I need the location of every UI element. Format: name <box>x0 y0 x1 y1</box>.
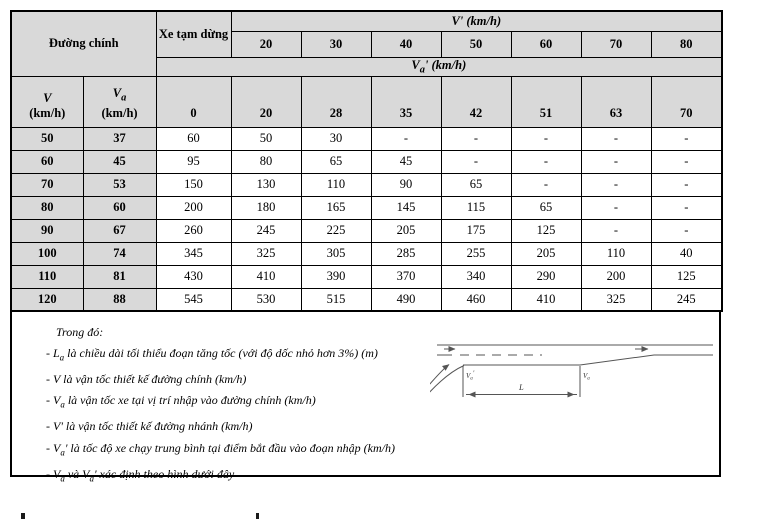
row-header-v: 60 <box>11 150 83 173</box>
length-value-cell: - <box>511 150 581 173</box>
note-line: - $L_a$ là chiều dài tối thiểu đoạn tăng tốc (với độ dốc nhỏ hơn 3%) (m) <box>46 346 378 363</box>
length-value-cell: - <box>581 127 651 150</box>
length-value-cell: 205 <box>511 242 581 265</box>
length-value-cell: 325 <box>581 288 651 311</box>
length-value-cell: 150 <box>156 173 231 196</box>
length-value-cell: 410 <box>511 288 581 311</box>
length-value-cell: 110 <box>581 242 651 265</box>
length-value-cell: 390 <box>301 265 371 288</box>
length-value-cell: 125 <box>651 265 722 288</box>
length-value-cell: - <box>441 127 511 150</box>
merge-speed-header-cell: $V_a'$ (km/h) <box>156 57 722 76</box>
table-row <box>11 173 722 196</box>
note-line: - $V_a'$ là tốc độ xe chạy trung bình tại điểm bắt đầu vào đoạn nhập (km/h) <box>46 440 396 458</box>
length-value-cell: 325 <box>231 242 301 265</box>
length-value-cell: 45 <box>371 150 441 173</box>
row-header-va: 88 <box>83 288 156 311</box>
branch-speed-value-cell: 30 <box>301 31 371 57</box>
notes-intro: Trong đó: <box>56 325 104 339</box>
length-value-cell: 255 <box>441 242 511 265</box>
length-value-cell: - <box>371 127 441 150</box>
length-value-cell: - <box>581 219 651 242</box>
row-header-va: 74 <box>83 242 156 265</box>
length-value-cell: 30 <box>301 127 371 150</box>
header-row-branch-speed-title <box>11 11 722 31</box>
length-value-cell: 60 <box>156 127 231 150</box>
length-value-cell: 245 <box>651 288 722 311</box>
table-row <box>11 150 722 173</box>
length-value-cell: - <box>581 150 651 173</box>
ramp-edge <box>430 366 464 396</box>
merge-speed-value-cell: 20 <box>231 76 301 127</box>
length-value-cell: - <box>651 219 722 242</box>
note-line: - V là vận tốc thiết kế đường chính (km/h) <box>46 371 247 386</box>
length-value-cell: 225 <box>301 219 371 242</box>
merge-speed-value-cell: 0 <box>156 76 231 127</box>
header-row-columns <box>11 76 722 127</box>
merge-speed-value-cell: 70 <box>651 76 722 127</box>
row-header-v: 90 <box>11 219 83 242</box>
branch-speed-value-cell: 60 <box>511 31 581 57</box>
length-dimension-label: L <box>519 382 524 392</box>
length-value-cell: 205 <box>371 219 441 242</box>
acceleration-length-table <box>10 10 723 312</box>
length-value-cell: 65 <box>441 173 511 196</box>
length-value-cell: 180 <box>231 196 301 219</box>
branch-speed-value-cell: 50 <box>441 31 511 57</box>
table-row <box>11 265 722 288</box>
length-value-cell: 345 <box>156 242 231 265</box>
row-header-v: 50 <box>11 127 83 150</box>
merge-speed-value-cell: 35 <box>371 76 441 127</box>
merge-diagram <box>430 327 722 407</box>
cut-off-text-mark <box>21 513 25 519</box>
branch-speed-value-cell: 70 <box>581 31 651 57</box>
cut-off-text-mark <box>256 513 259 519</box>
row-header-v: 110 <box>11 265 83 288</box>
length-value-cell: 290 <box>511 265 581 288</box>
merge-speed-value-cell: 42 <box>441 76 511 127</box>
length-value-cell: - <box>511 127 581 150</box>
main-road-header-cell: Đường chính <box>11 11 156 76</box>
stopped-vehicle-header-cell: Xe tạm dừng <box>156 11 231 57</box>
row-header-v: 80 <box>11 196 83 219</box>
length-value-cell: 110 <box>301 173 371 196</box>
length-value-cell: 125 <box>511 219 581 242</box>
merge-speed-value-cell: 51 <box>511 76 581 127</box>
row-header-va: 37 <box>83 127 156 150</box>
acceleration-lane-edge <box>463 355 713 365</box>
table-row <box>11 196 722 219</box>
length-value-cell: 40 <box>651 242 722 265</box>
length-value-cell: 130 <box>231 173 301 196</box>
length-value-cell: 175 <box>441 219 511 242</box>
merge-start-speed-label: $V_a'$ <box>466 369 475 382</box>
length-value-cell: - <box>441 150 511 173</box>
note-line: - $V_a$ và $V_a'$ xác định theo hình dưới đây <box>46 466 235 484</box>
branch-speed-value-cell: 20 <box>231 31 301 57</box>
length-value-cell: 145 <box>371 196 441 219</box>
main-speed-col-header: V (km/h) <box>11 76 83 127</box>
row-header-v: 120 <box>11 288 83 311</box>
merge-speed-value-cell: 63 <box>581 76 651 127</box>
length-value-cell: 260 <box>156 219 231 242</box>
merge-point-speed-col-header: $V_a$ (km/h) <box>83 76 156 127</box>
length-value-cell: 65 <box>301 150 371 173</box>
length-value-cell: - <box>651 196 722 219</box>
branch-speed-value-cell: 40 <box>371 31 441 57</box>
length-value-cell: - <box>651 150 722 173</box>
table-row <box>11 127 722 150</box>
length-value-cell: 530 <box>231 288 301 311</box>
branch-speed-value-cell: 80 <box>651 31 722 57</box>
length-value-cell: 200 <box>581 265 651 288</box>
length-value-cell: 200 <box>156 196 231 219</box>
row-header-va: 53 <box>83 173 156 196</box>
length-value-cell: 90 <box>371 173 441 196</box>
note-line: - V' là vận tốc thiết kế đường nhánh (km/h) <box>46 419 253 434</box>
length-value-cell: 340 <box>441 265 511 288</box>
length-value-cell: 515 <box>301 288 371 311</box>
row-header-v: 70 <box>11 173 83 196</box>
length-value-cell: 305 <box>301 242 371 265</box>
length-value-cell: 490 <box>371 288 441 311</box>
length-value-cell: 80 <box>231 150 301 173</box>
row-header-v: 100 <box>11 242 83 265</box>
length-value-cell: - <box>651 173 722 196</box>
length-value-cell: 285 <box>371 242 441 265</box>
row-header-va: 45 <box>83 150 156 173</box>
length-value-cell: 430 <box>156 265 231 288</box>
branch-design-speed-header-cell: V' (km/h) <box>231 11 722 31</box>
row-header-va: 67 <box>83 219 156 242</box>
length-value-cell: 410 <box>231 265 301 288</box>
length-value-cell: 460 <box>441 288 511 311</box>
length-value-cell: 115 <box>441 196 511 219</box>
length-value-cell: - <box>581 173 651 196</box>
merge-speed-value-cell: 28 <box>301 76 371 127</box>
row-header-va: 60 <box>83 196 156 219</box>
notes-box <box>10 310 721 484</box>
row-header-va: 81 <box>83 265 156 288</box>
length-value-cell: 245 <box>231 219 301 242</box>
length-value-cell: - <box>581 196 651 219</box>
length-value-cell: 165 <box>301 196 371 219</box>
table-row <box>11 288 722 311</box>
table-row <box>11 219 722 242</box>
document-page <box>0 10 757 520</box>
length-value-cell: 545 <box>156 288 231 311</box>
length-value-cell: 50 <box>231 127 301 150</box>
length-value-cell: 370 <box>371 265 441 288</box>
length-value-cell: - <box>651 127 722 150</box>
length-value-cell: 65 <box>511 196 581 219</box>
length-value-cell: - <box>511 173 581 196</box>
note-line: - $V_a$ là vận tốc xe tại vị trí nhập vào đường chính (km/h) <box>46 393 316 410</box>
table-row <box>11 242 722 265</box>
length-value-cell: 95 <box>156 150 231 173</box>
merge-end-speed-label: $V_a$ <box>583 372 590 382</box>
